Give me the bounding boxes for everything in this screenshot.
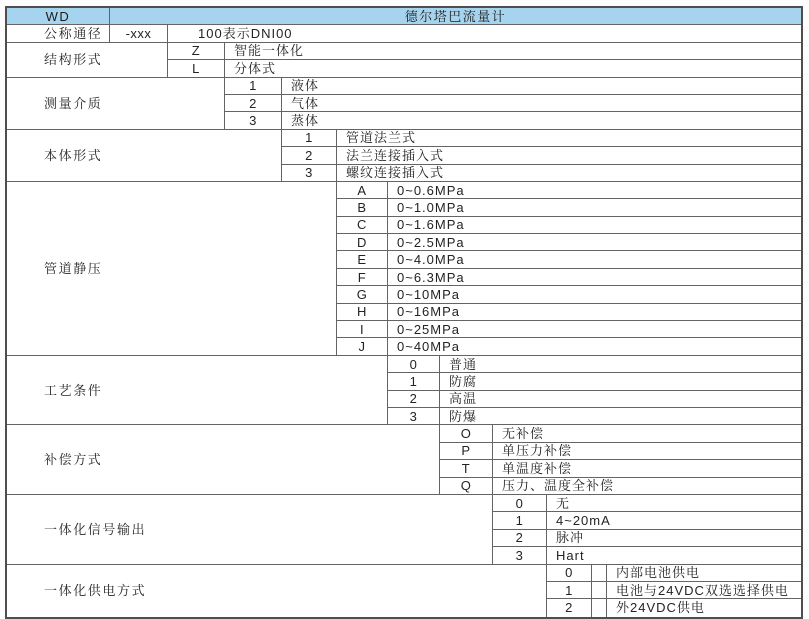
body-type-desc-cell: 管道法兰式 <box>337 130 801 147</box>
process-condition-desc-cell: 高温 <box>440 391 801 408</box>
body-type-code-cell: 3 <box>282 165 337 182</box>
integrated-power-supply-code-cell: 0 <box>547 565 592 582</box>
section-label-nominal-diameter: 公称通径 <box>7 25 110 42</box>
pipe-static-pressure-desc-cell: 0~40MPa <box>388 338 801 355</box>
process-condition-desc-cell: 普通 <box>440 356 801 373</box>
measured-medium-code-cell: 1 <box>225 78 282 95</box>
section-label-integrated-signal-output: 一体化信号输出 <box>7 495 493 565</box>
process-condition-desc-cell: 防腐 <box>440 373 801 390</box>
measured-medium-code-cell: 3 <box>225 112 282 129</box>
process-condition-code-cell: 3 <box>388 408 440 425</box>
pipe-static-pressure-desc-cell: 0~0.6MPa <box>388 182 801 199</box>
integrated-power-supply-desc-cell: 外24VDC供电 <box>616 600 705 616</box>
measured-medium-desc-cell: 蒸体 <box>282 112 801 129</box>
compensation-mode-code-cell: P <box>440 443 493 460</box>
pipe-static-pressure-code-cell: D <box>337 234 388 251</box>
pipe-static-pressure-code-cell: C <box>337 217 388 234</box>
integrated-signal-output-desc-cell: 4~20mA <box>547 512 801 529</box>
structure-type-code-cell: Z <box>168 43 225 60</box>
pipe-static-pressure-desc-cell: 0~16MPa <box>388 304 801 321</box>
integrated-power-supply-desc-cell: 内部电池供电 <box>607 565 801 582</box>
body-type-desc-cell: 螺纹连接插入式 <box>337 165 801 182</box>
measured-medium-code-cell: 2 <box>225 95 282 112</box>
pipe-static-pressure-desc-cell: 0~25MPa <box>388 321 801 338</box>
pipe-static-pressure-code-cell: E <box>337 251 388 268</box>
integrated-signal-output-code-cell: 0 <box>493 495 547 512</box>
compensation-mode-desc-cell: 压力、温度全补偿 <box>493 478 801 495</box>
integrated-power-supply-spacer-cell <box>592 599 607 616</box>
structure-type-code-cell: L <box>168 60 225 77</box>
integrated-power-supply-code-cell: 2 <box>547 599 592 616</box>
pipe-static-pressure-desc-cell: 0~2.5MPa <box>388 234 801 251</box>
pipe-static-pressure-desc-cell: 0~1.6MPa <box>388 217 801 234</box>
pipe-static-pressure-code-cell: A <box>337 182 388 199</box>
integrated-power-supply-desc-cell: 电池与24VDC双选选择供电 <box>607 582 801 599</box>
pipe-static-pressure-code-cell: I <box>337 321 388 338</box>
compensation-mode-code-cell: Q <box>440 478 493 495</box>
process-condition-desc-cell: 防爆 <box>440 408 801 425</box>
table-header-product-name: 德尔塔巴流量计 <box>110 8 801 25</box>
section-label-pipe-static-pressure: 管道静压 <box>7 182 337 356</box>
body-type-code-cell: 1 <box>282 130 337 147</box>
measured-medium-desc-cell: 气体 <box>282 95 801 112</box>
compensation-mode-code-cell: O <box>440 425 493 442</box>
integrated-signal-output-code-cell: 3 <box>493 547 547 564</box>
pipe-static-pressure-code-cell: B <box>337 199 388 216</box>
integrated-power-supply-spacer-cell <box>592 565 607 582</box>
table-header-model-code: WD <box>7 8 110 25</box>
pipe-static-pressure-code-cell: H <box>337 304 388 321</box>
structure-type-desc-cell: 分体式 <box>225 60 801 77</box>
compensation-mode-code-cell: T <box>440 460 493 477</box>
process-condition-code-cell: 0 <box>388 356 440 373</box>
integrated-power-supply-spacer-cell <box>592 582 607 599</box>
section-label-structure-type: 结构形式 <box>7 43 168 78</box>
integrated-signal-output-code-cell: 1 <box>493 512 547 529</box>
pipe-static-pressure-desc-cell: 0~6.3MPa <box>388 269 801 286</box>
structure-type-desc-cell: 智能一体化 <box>225 43 801 60</box>
nominal-diameter-code-cell: -xxx <box>110 25 168 42</box>
model-selection-table <box>5 6 803 619</box>
process-condition-code-cell: 1 <box>388 373 440 390</box>
integrated-signal-output-desc-cell: Hart <box>547 547 801 564</box>
nominal-diameter-desc-cell: 100表示DNI00 <box>168 25 801 42</box>
pipe-static-pressure-desc-cell: 0~4.0MPa <box>388 251 801 268</box>
compensation-mode-desc-cell: 单压力补偿 <box>493 443 801 460</box>
pipe-static-pressure-desc-cell: 0~1.0MPa <box>388 199 801 216</box>
integrated-signal-output-desc-cell: 无 <box>547 495 801 512</box>
integrated-signal-output-desc-cell: 脉冲 <box>547 530 801 547</box>
pipe-static-pressure-code-cell: J <box>337 338 388 355</box>
process-condition-code-cell: 2 <box>388 391 440 408</box>
section-label-process-condition: 工艺条件 <box>7 356 388 426</box>
section-label-integrated-power-supply: 一体化供电方式 <box>7 565 547 617</box>
pipe-static-pressure-code-cell: F <box>337 269 388 286</box>
pipe-static-pressure-desc-cell: 0~10MPa <box>388 286 801 303</box>
section-label-compensation-mode: 补偿方式 <box>7 425 440 495</box>
measured-medium-desc-cell: 液体 <box>282 78 801 95</box>
body-type-desc-cell: 法兰连接插入式 <box>337 147 801 164</box>
compensation-mode-desc-cell: 无补偿 <box>493 425 801 442</box>
body-type-code-cell: 2 <box>282 147 337 164</box>
integrated-power-supply-code-cell: 1 <box>547 582 592 599</box>
section-label-body-type: 本体形式 <box>7 130 282 182</box>
pipe-static-pressure-code-cell: G <box>337 286 388 303</box>
compensation-mode-desc-cell: 单温度补偿 <box>493 460 801 477</box>
section-label-measured-medium: 测量介质 <box>7 78 225 130</box>
integrated-signal-output-code-cell: 2 <box>493 530 547 547</box>
